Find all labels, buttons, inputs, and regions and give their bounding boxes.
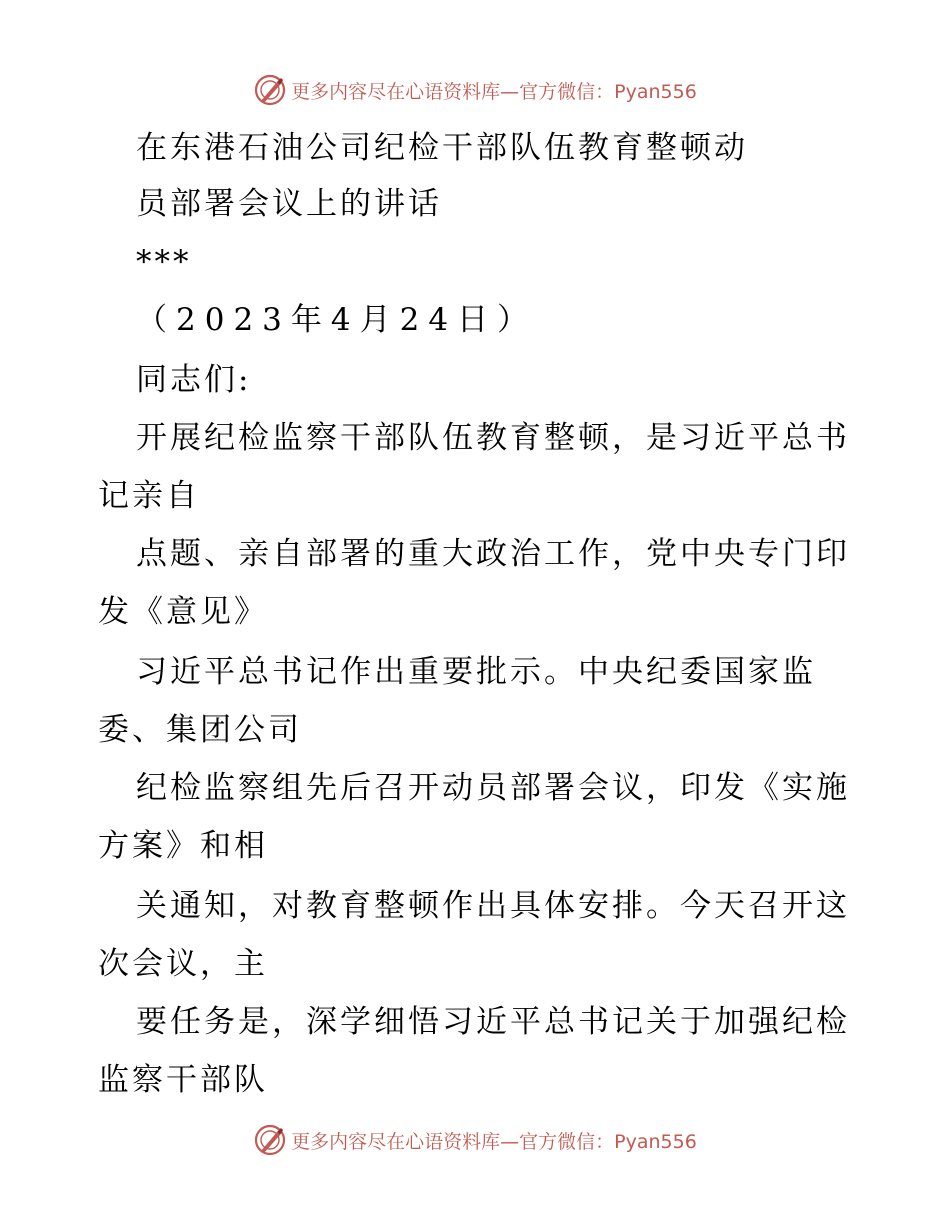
paragraph-line: 纪检监察组先后召开动员部署会议，印发《实施 [136,770,850,806]
paragraph-line: 监察干部队 [98,1062,268,1098]
paragraph-line: 要任务是，深学细悟习近平总书记关于加强纪检 [136,1004,850,1040]
paragraph-line: 委、集团公司 [98,712,302,748]
paragraph-line: 次会议，主 [98,946,268,982]
header-watermark-banner [0,70,950,110]
paragraph-line: 开展纪检监察干部队伍教育整顿，是习近平总书 [136,420,850,456]
banner-text: 更多内容尽在心语资料库—官方微信：Pyan556 [291,1130,697,1153]
document-title-line-1: 在东港石油公司纪检干部队伍教育整顿动 [136,130,748,166]
paragraph-line: 发《意见》 [98,594,268,630]
paragraph-line: 方案》和相 [98,828,268,864]
document-author: *** [136,244,192,280]
banner-text: 更多内容尽在心语资料库—官方微信：Pyan556 [291,80,697,103]
pen-logo-icon [253,73,287,107]
document-date: （2023年4月24日） [136,302,538,338]
paragraph-line: 关通知，对教育整顿作出具体安排。今天召开这 [136,888,850,924]
document-title-line-2: 员部署会议上的讲话 [136,186,442,222]
salutation: 同志们: [136,362,252,398]
paragraph-line: 记亲自 [98,478,200,514]
footer-watermark-banner [0,1120,950,1160]
pen-logo-icon [253,1123,287,1157]
paragraph-line: 点题、亲自部署的重大政治工作，党中央专门印 [136,536,850,572]
paragraph-line: 习近平总书记作出重要批示。中央纪委国家监 [136,654,816,690]
